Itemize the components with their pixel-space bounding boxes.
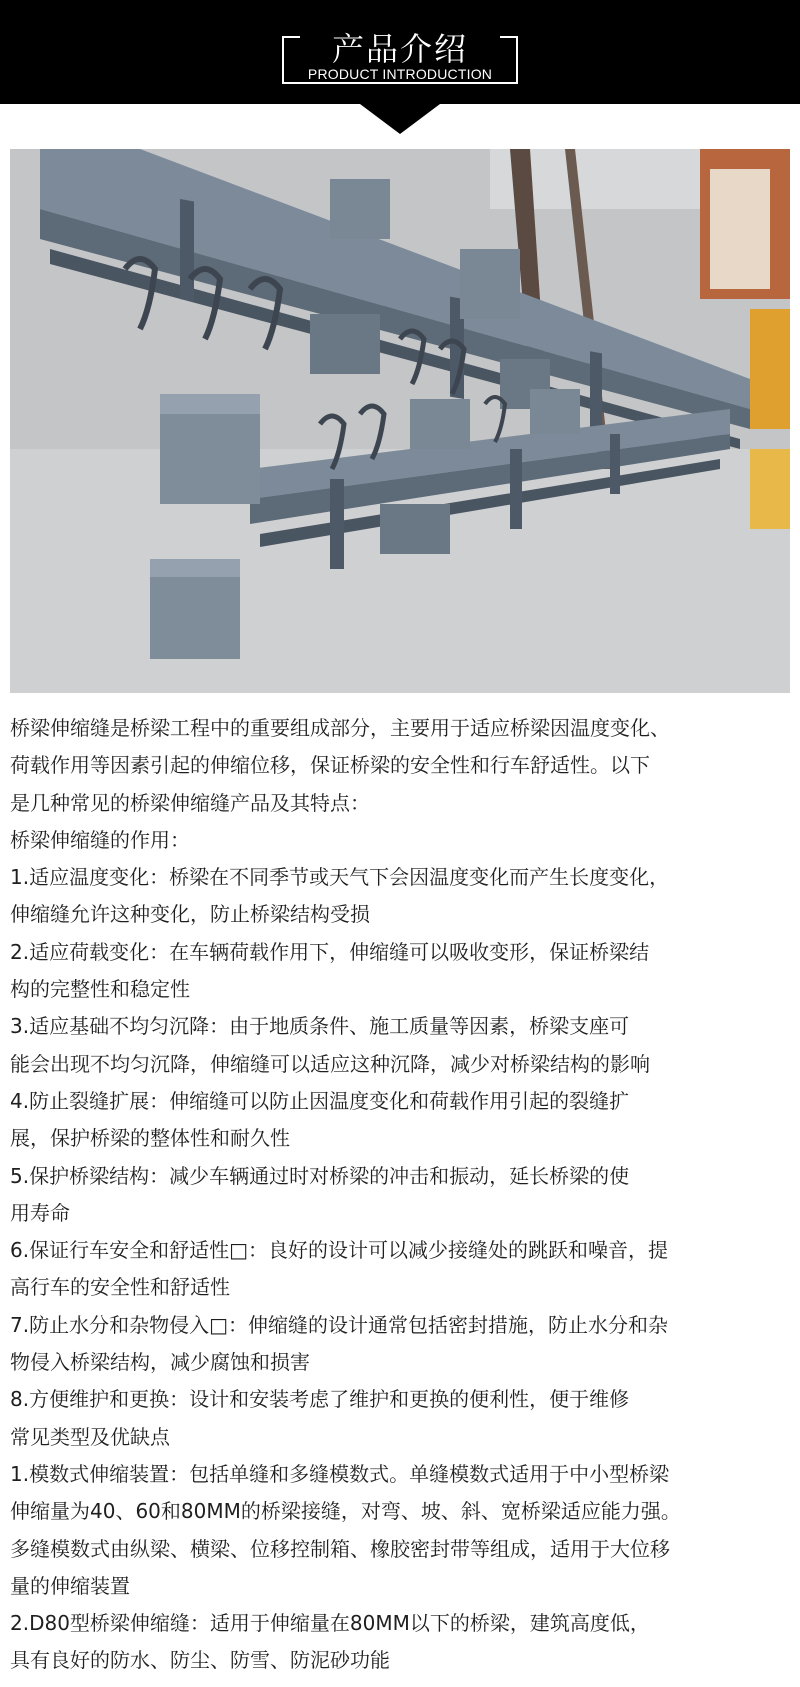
text-line: 5.保护桥梁结构：减少车辆通过时对桥梁的冲击和振动，延长桥梁的使 xyxy=(10,1163,630,1188)
text-line: 桥梁伸缩缝是桥梁工程中的重要组成部分，主要用于适应桥梁因温度变化、 xyxy=(10,716,670,740)
frame-bottom-line xyxy=(282,82,518,84)
text-line: 4.防止裂缝扩展：伸缩缝可以防止因温度变化和荷载作用引起的裂缝扩 xyxy=(10,1088,630,1113)
text-line: 多缝模数式由纵梁、横梁、位移控制箱、橡胶密封带等组成，适用于大位移 xyxy=(10,1536,670,1561)
text-line: 展，保护桥梁的整体性和耐久性 xyxy=(10,1126,290,1151)
text-line: 具有良好的防水、防尘、防雪、防泥砂功能 xyxy=(10,1648,390,1673)
text-line: 高行车的安全性和舒适性 xyxy=(10,1275,230,1300)
banner-arrow xyxy=(360,104,440,134)
text-line: 1.适应温度变化：桥梁在不同季节或天气下会因温度变化而产生长度变化， xyxy=(10,865,670,890)
description xyxy=(10,710,800,1680)
text-line: 2.D80型桥梁伸缩缝：适用于伸缩量在80MM以下的桥梁，建筑高度低， xyxy=(10,1611,650,1636)
text-line: 3.适应基础不均匀沉降：由于地质条件、施工质量等因素，桥梁支座可 xyxy=(10,1014,630,1039)
text-line: 荷载作用等因素引起的伸缩位移，保证桥梁的安全性和行车舒适性。以下 xyxy=(10,753,650,778)
text-line: 量的伸缩装置 xyxy=(10,1573,130,1598)
text-line: 6.保证行车安全和舒适性□：良好的设计可以减少接缝处的跳跃和噪音，提 xyxy=(10,1238,668,1263)
section-heading: 常见类型及优缺点 xyxy=(10,1424,170,1449)
header-title: 产品介绍 xyxy=(331,30,468,68)
header-subtitle: PRODUCT INTRODUCTION xyxy=(307,66,493,82)
text-line: 7.防止水分和杂物侵入□：伸缩缝的设计通常包括密封措施，防止水分和杂 xyxy=(10,1312,668,1337)
text-line: 2.适应荷载变化：在车辆荷载作用下，伸缩缝可以吸收变形，保证桥梁结 xyxy=(10,939,650,964)
section-heading: 桥梁伸缩缝的作用： xyxy=(10,827,190,852)
text-line: 物侵入桥梁结构，减少腐蚀和损害 xyxy=(10,1350,310,1375)
header-banner xyxy=(0,0,800,104)
text-line: 伸缩量为40、60和80MM的桥梁接缝，对弯、坡、斜、宽桥梁适应能力强。 xyxy=(10,1499,681,1524)
text-line: 能会出现不均匀沉降，伸缩缝可以适应这种沉降，减少对桥梁结构的影响 xyxy=(10,1051,650,1076)
header-frame xyxy=(282,22,518,84)
text-line: 是几种常见的桥梁伸缩缝产品及其特点： xyxy=(10,790,370,815)
text-line: 用寿命 xyxy=(10,1200,70,1225)
product-photo xyxy=(10,149,790,693)
text-line: 8.方便维护和更换：设计和安装考虑了维护和更换的便利性，便于维修 xyxy=(10,1387,630,1412)
text-line: 1.模数式伸缩装置：包括单缝和多缝模数式。单缝模数式适用于中小型桥梁 xyxy=(10,1461,670,1486)
text-line: 伸缩缝允许这种变化，防止桥梁结构受损 xyxy=(10,902,370,927)
text-line: 构的完整性和稳定性 xyxy=(10,977,190,1002)
